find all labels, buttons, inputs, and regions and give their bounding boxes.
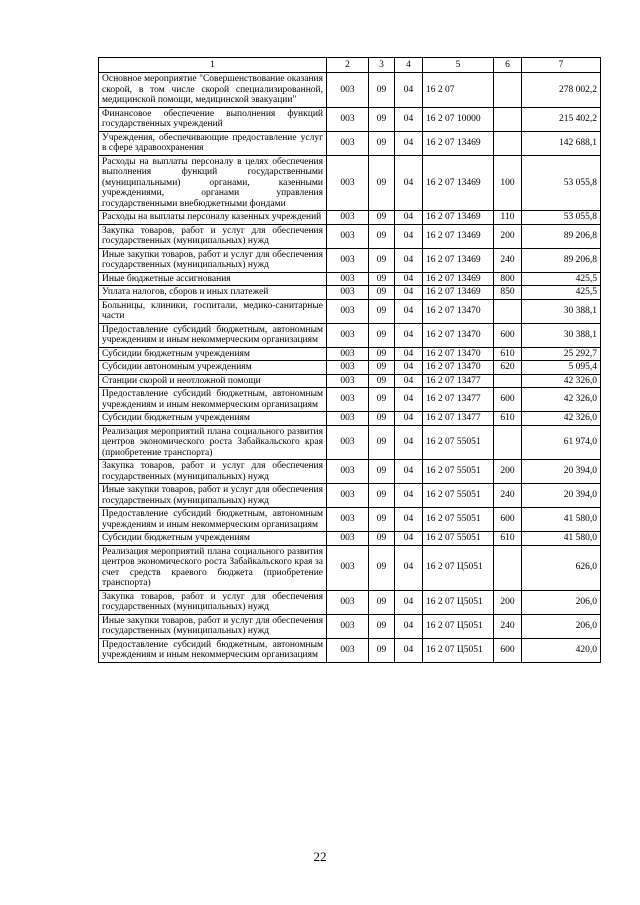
row-name: Реализация мероприятий плана социального развития центров экономического роста Забайкальского края (приобретение транспорта) — [99, 425, 327, 460]
row-code-target: 16 2 07 13469 — [423, 286, 494, 300]
row-code-target: 16 2 07 55051 — [423, 532, 494, 546]
table-row — [99, 638, 601, 662]
table-row — [99, 131, 601, 155]
table-row — [99, 374, 601, 388]
row-name: Иные закупки товаров, работ и услуг для обеспечения государственных (муниципальных) нужд — [99, 248, 327, 272]
row-code-section: 09 — [369, 374, 395, 388]
row-name: Иные бюджетные ассигнования — [99, 272, 327, 286]
row-name: Закупка товаров, работ и услуг для обеспечения государственных (муниципальных) нужд — [99, 590, 327, 614]
row-name: Финансовое обеспечение выполнения функций государственных учреждений — [99, 107, 327, 131]
table-row — [99, 272, 601, 286]
table-row — [99, 614, 601, 638]
table-row — [99, 532, 601, 546]
header-cell-6: 6 — [494, 58, 522, 73]
row-amount: 30 388,1 — [522, 323, 601, 347]
row-amount: 215 402,2 — [522, 107, 601, 131]
row-code-section: 09 — [369, 425, 395, 460]
row-code-target: 16 2 07 Ц5051 — [423, 614, 494, 638]
table-header-row — [99, 58, 601, 73]
row-amount: 42 326,0 — [522, 412, 601, 426]
row-code-admin: 003 — [327, 248, 369, 272]
header-cell-1: 1 — [99, 58, 327, 73]
row-code-section: 09 — [369, 532, 395, 546]
row-code-expense-type: 610 — [494, 412, 522, 426]
header-cell-5: 5 — [423, 58, 494, 73]
row-code-expense-type — [494, 131, 522, 155]
row-code-admin: 003 — [327, 224, 369, 248]
row-code-expense-type: 620 — [494, 361, 522, 375]
row-code-section: 09 — [369, 73, 395, 108]
table-row — [99, 590, 601, 614]
row-code-subsection: 04 — [395, 374, 423, 388]
row-code-subsection: 04 — [395, 545, 423, 590]
row-code-admin: 003 — [327, 532, 369, 546]
row-code-section: 09 — [369, 286, 395, 300]
row-code-target: 16 2 07 13469 — [423, 224, 494, 248]
row-code-target: 16 2 07 13470 — [423, 299, 494, 323]
row-code-subsection: 04 — [395, 73, 423, 108]
table-row — [99, 425, 601, 460]
row-name: Субсидии бюджетным учреждениям — [99, 532, 327, 546]
row-code-subsection: 04 — [395, 347, 423, 361]
row-code-expense-type — [494, 545, 522, 590]
row-code-section: 09 — [369, 155, 395, 211]
row-code-section: 09 — [369, 131, 395, 155]
row-code-section: 09 — [369, 361, 395, 375]
row-code-expense-type: 240 — [494, 614, 522, 638]
row-code-section: 09 — [369, 299, 395, 323]
row-code-subsection: 04 — [395, 590, 423, 614]
row-code-expense-type: 240 — [494, 248, 522, 272]
row-code-subsection: 04 — [395, 508, 423, 532]
row-code-admin: 003 — [327, 425, 369, 460]
row-code-admin: 003 — [327, 460, 369, 484]
row-code-expense-type: 600 — [494, 638, 522, 662]
row-code-subsection: 04 — [395, 131, 423, 155]
row-name: Реализация мероприятий плана социального развития центров экономического роста Забайкальского края за счет средств краевого бюджета (приобретение транспорта) — [99, 545, 327, 590]
row-amount: 25 292,7 — [522, 347, 601, 361]
row-code-admin: 003 — [327, 412, 369, 426]
row-code-section: 09 — [369, 388, 395, 412]
row-code-expense-type: 200 — [494, 460, 522, 484]
table-row — [99, 388, 601, 412]
row-amount: 41 580,0 — [522, 532, 601, 546]
row-code-section: 09 — [369, 211, 395, 225]
row-code-admin: 003 — [327, 299, 369, 323]
row-code-subsection: 04 — [395, 155, 423, 211]
row-code-target: 16 2 07 13469 — [423, 131, 494, 155]
table-row — [99, 286, 601, 300]
row-code-admin: 003 — [327, 388, 369, 412]
row-name: Субсидии бюджетным учреждениям — [99, 412, 327, 426]
row-code-subsection: 04 — [395, 248, 423, 272]
row-code-subsection: 04 — [395, 323, 423, 347]
table-row — [99, 323, 601, 347]
row-code-subsection: 04 — [395, 272, 423, 286]
row-amount: 206,0 — [522, 590, 601, 614]
table-row — [99, 484, 601, 508]
row-amount: 42 326,0 — [522, 374, 601, 388]
table-row — [99, 460, 601, 484]
row-code-target: 16 2 07 13477 — [423, 388, 494, 412]
table-row — [99, 73, 601, 108]
budget-table — [98, 57, 601, 663]
row-code-admin: 003 — [327, 73, 369, 108]
row-name: Иные закупки товаров, работ и услуг для обеспечения государственных (муниципальных) нужд — [99, 614, 327, 638]
row-code-expense-type: 200 — [494, 590, 522, 614]
row-name: Расходы на выплаты персоналу казенных учреждений — [99, 211, 327, 225]
row-code-subsection: 04 — [395, 532, 423, 546]
row-code-expense-type — [494, 425, 522, 460]
row-name: Предоставление субсидий бюджетным, автономным учреждениям и иным некоммерческим организациям — [99, 388, 327, 412]
row-code-section: 09 — [369, 248, 395, 272]
row-code-admin: 003 — [327, 545, 369, 590]
row-code-admin: 003 — [327, 347, 369, 361]
row-code-expense-type: 110 — [494, 211, 522, 225]
row-code-admin: 003 — [327, 361, 369, 375]
row-code-subsection: 04 — [395, 460, 423, 484]
table-row — [99, 211, 601, 225]
row-code-expense-type: 800 — [494, 272, 522, 286]
row-code-admin: 003 — [327, 374, 369, 388]
row-code-target: 16 2 07 13470 — [423, 323, 494, 347]
table-row — [99, 508, 601, 532]
row-amount: 53 055,8 — [522, 155, 601, 211]
row-code-target: 16 2 07 Ц5051 — [423, 545, 494, 590]
header-cell-4: 4 — [395, 58, 423, 73]
row-code-admin: 003 — [327, 590, 369, 614]
row-code-admin: 003 — [327, 508, 369, 532]
row-code-target: 16 2 07 Ц5051 — [423, 638, 494, 662]
row-code-expense-type: 240 — [494, 484, 522, 508]
row-name: Закупка товаров, работ и услуг для обеспечения государственных (муниципальных) нужд — [99, 224, 327, 248]
header-cell-7: 7 — [522, 58, 601, 73]
table-row — [99, 107, 601, 131]
row-code-admin: 003 — [327, 211, 369, 225]
table-row — [99, 361, 601, 375]
row-code-expense-type: 200 — [494, 224, 522, 248]
row-amount: 89 206,8 — [522, 248, 601, 272]
row-code-expense-type: 600 — [494, 388, 522, 412]
row-code-subsection: 04 — [395, 614, 423, 638]
row-name: Закупка товаров, работ и услуг для обеспечения государственных (муниципальных) нужд — [99, 460, 327, 484]
row-amount: 41 580,0 — [522, 508, 601, 532]
row-code-expense-type: 610 — [494, 347, 522, 361]
row-code-section: 09 — [369, 272, 395, 286]
row-code-admin: 003 — [327, 638, 369, 662]
row-code-section: 09 — [369, 224, 395, 248]
row-code-section: 09 — [369, 484, 395, 508]
row-code-target: 16 2 07 13477 — [423, 412, 494, 426]
row-code-target: 16 2 07 Ц5051 — [423, 590, 494, 614]
row-code-section: 09 — [369, 508, 395, 532]
row-amount: 425,5 — [522, 272, 601, 286]
row-code-admin: 003 — [327, 323, 369, 347]
row-code-subsection: 04 — [395, 211, 423, 225]
row-code-target: 16 2 07 55051 — [423, 425, 494, 460]
row-code-target: 16 2 07 13469 — [423, 211, 494, 225]
row-amount: 278 002,2 — [522, 73, 601, 108]
row-name: Предоставление субсидий бюджетным, автономным учреждениям и иным некоммерческим организациям — [99, 508, 327, 532]
row-amount: 425,5 — [522, 286, 601, 300]
header-cell-2: 2 — [327, 58, 369, 73]
table-row — [99, 545, 601, 590]
row-name: Основное мероприятие "Совершенствование оказания скорой, в том числе скорой специализированной, медицинской помощи, медицинской эвакуации" — [99, 73, 327, 108]
row-amount: 20 394,0 — [522, 460, 601, 484]
row-code-expense-type — [494, 299, 522, 323]
row-code-section: 09 — [369, 323, 395, 347]
row-code-target: 16 2 07 13469 — [423, 272, 494, 286]
row-code-expense-type: 610 — [494, 532, 522, 546]
row-amount: 30 388,1 — [522, 299, 601, 323]
row-code-section: 09 — [369, 107, 395, 131]
table-row — [99, 224, 601, 248]
row-code-admin: 003 — [327, 155, 369, 211]
page-number: 22 — [313, 849, 327, 864]
row-amount: 53 055,8 — [522, 211, 601, 225]
row-name: Предоставление субсидий бюджетным, автономным учреждениям и иным некоммерческим организациям — [99, 638, 327, 662]
row-name: Учреждения, обеспечивающие предоставление услуг в сфере здравоохранения — [99, 131, 327, 155]
row-code-subsection: 04 — [395, 361, 423, 375]
row-code-subsection: 04 — [395, 425, 423, 460]
row-code-expense-type: 100 — [494, 155, 522, 211]
row-code-expense-type — [494, 374, 522, 388]
row-amount: 206,0 — [522, 614, 601, 638]
row-code-section: 09 — [369, 614, 395, 638]
row-name: Уплата налогов, сборов и иных платежей — [99, 286, 327, 300]
row-code-admin: 003 — [327, 272, 369, 286]
row-code-admin: 003 — [327, 614, 369, 638]
row-code-target: 16 2 07 55051 — [423, 508, 494, 532]
table-row — [99, 299, 601, 323]
row-code-target: 16 2 07 13470 — [423, 347, 494, 361]
row-amount: 420,0 — [522, 638, 601, 662]
row-code-expense-type — [494, 73, 522, 108]
row-amount: 5 095,4 — [522, 361, 601, 375]
row-name: Расходы на выплаты персоналу в целях обеспечения выполнения функций государственными (муниципальными) органами, казенными учреждениями, органами управления государственными внебюджетными фондами — [99, 155, 327, 211]
row-name: Предоставление субсидий бюджетным, автономным учреждениям и иным некоммерческим организациям — [99, 323, 327, 347]
row-code-admin: 003 — [327, 484, 369, 508]
row-code-expense-type: 600 — [494, 508, 522, 532]
row-name: Субсидии бюджетным учреждениям — [99, 347, 327, 361]
row-code-expense-type — [494, 107, 522, 131]
row-code-subsection: 04 — [395, 299, 423, 323]
row-code-target: 16 2 07 13469 — [423, 248, 494, 272]
table-row — [99, 248, 601, 272]
row-code-subsection: 04 — [395, 286, 423, 300]
row-code-section: 09 — [369, 638, 395, 662]
row-code-subsection: 04 — [395, 224, 423, 248]
row-name: Станции скорой и неотложной помощи — [99, 374, 327, 388]
row-code-target: 16 2 07 13477 — [423, 374, 494, 388]
row-code-target: 16 2 07 13470 — [423, 361, 494, 375]
row-amount: 626,0 — [522, 545, 601, 590]
header-cell-3: 3 — [369, 58, 395, 73]
row-code-admin: 003 — [327, 286, 369, 300]
row-code-section: 09 — [369, 590, 395, 614]
row-amount: 42 326,0 — [522, 388, 601, 412]
row-code-subsection: 04 — [395, 638, 423, 662]
row-code-section: 09 — [369, 545, 395, 590]
row-name: Иные закупки товаров, работ и услуг для обеспечения государственных (муниципальных) нужд — [99, 484, 327, 508]
row-name: Субсидии автономным учреждениям — [99, 361, 327, 375]
row-code-admin: 003 — [327, 107, 369, 131]
row-code-subsection: 04 — [395, 388, 423, 412]
row-amount: 20 394,0 — [522, 484, 601, 508]
row-amount: 142 688,1 — [522, 131, 601, 155]
row-name: Больницы, клиники, госпитали, медико-санитарные части — [99, 299, 327, 323]
table-row — [99, 412, 601, 426]
row-code-admin: 003 — [327, 131, 369, 155]
row-code-target: 16 2 07 55051 — [423, 460, 494, 484]
row-code-target: 16 2 07 10000 — [423, 107, 494, 131]
row-code-expense-type: 600 — [494, 323, 522, 347]
row-code-subsection: 04 — [395, 484, 423, 508]
row-code-target: 16 2 07 55051 — [423, 484, 494, 508]
row-amount: 89 206,8 — [522, 224, 601, 248]
row-code-section: 09 — [369, 347, 395, 361]
table-row — [99, 347, 601, 361]
table-row — [99, 155, 601, 211]
table-body — [99, 58, 601, 663]
row-code-subsection: 04 — [395, 107, 423, 131]
row-code-subsection: 04 — [395, 412, 423, 426]
row-code-target: 16 2 07 — [423, 73, 494, 108]
row-amount: 61 974,0 — [522, 425, 601, 460]
row-code-section: 09 — [369, 460, 395, 484]
row-code-expense-type: 850 — [494, 286, 522, 300]
row-code-section: 09 — [369, 412, 395, 426]
row-code-target: 16 2 07 13469 — [423, 155, 494, 211]
